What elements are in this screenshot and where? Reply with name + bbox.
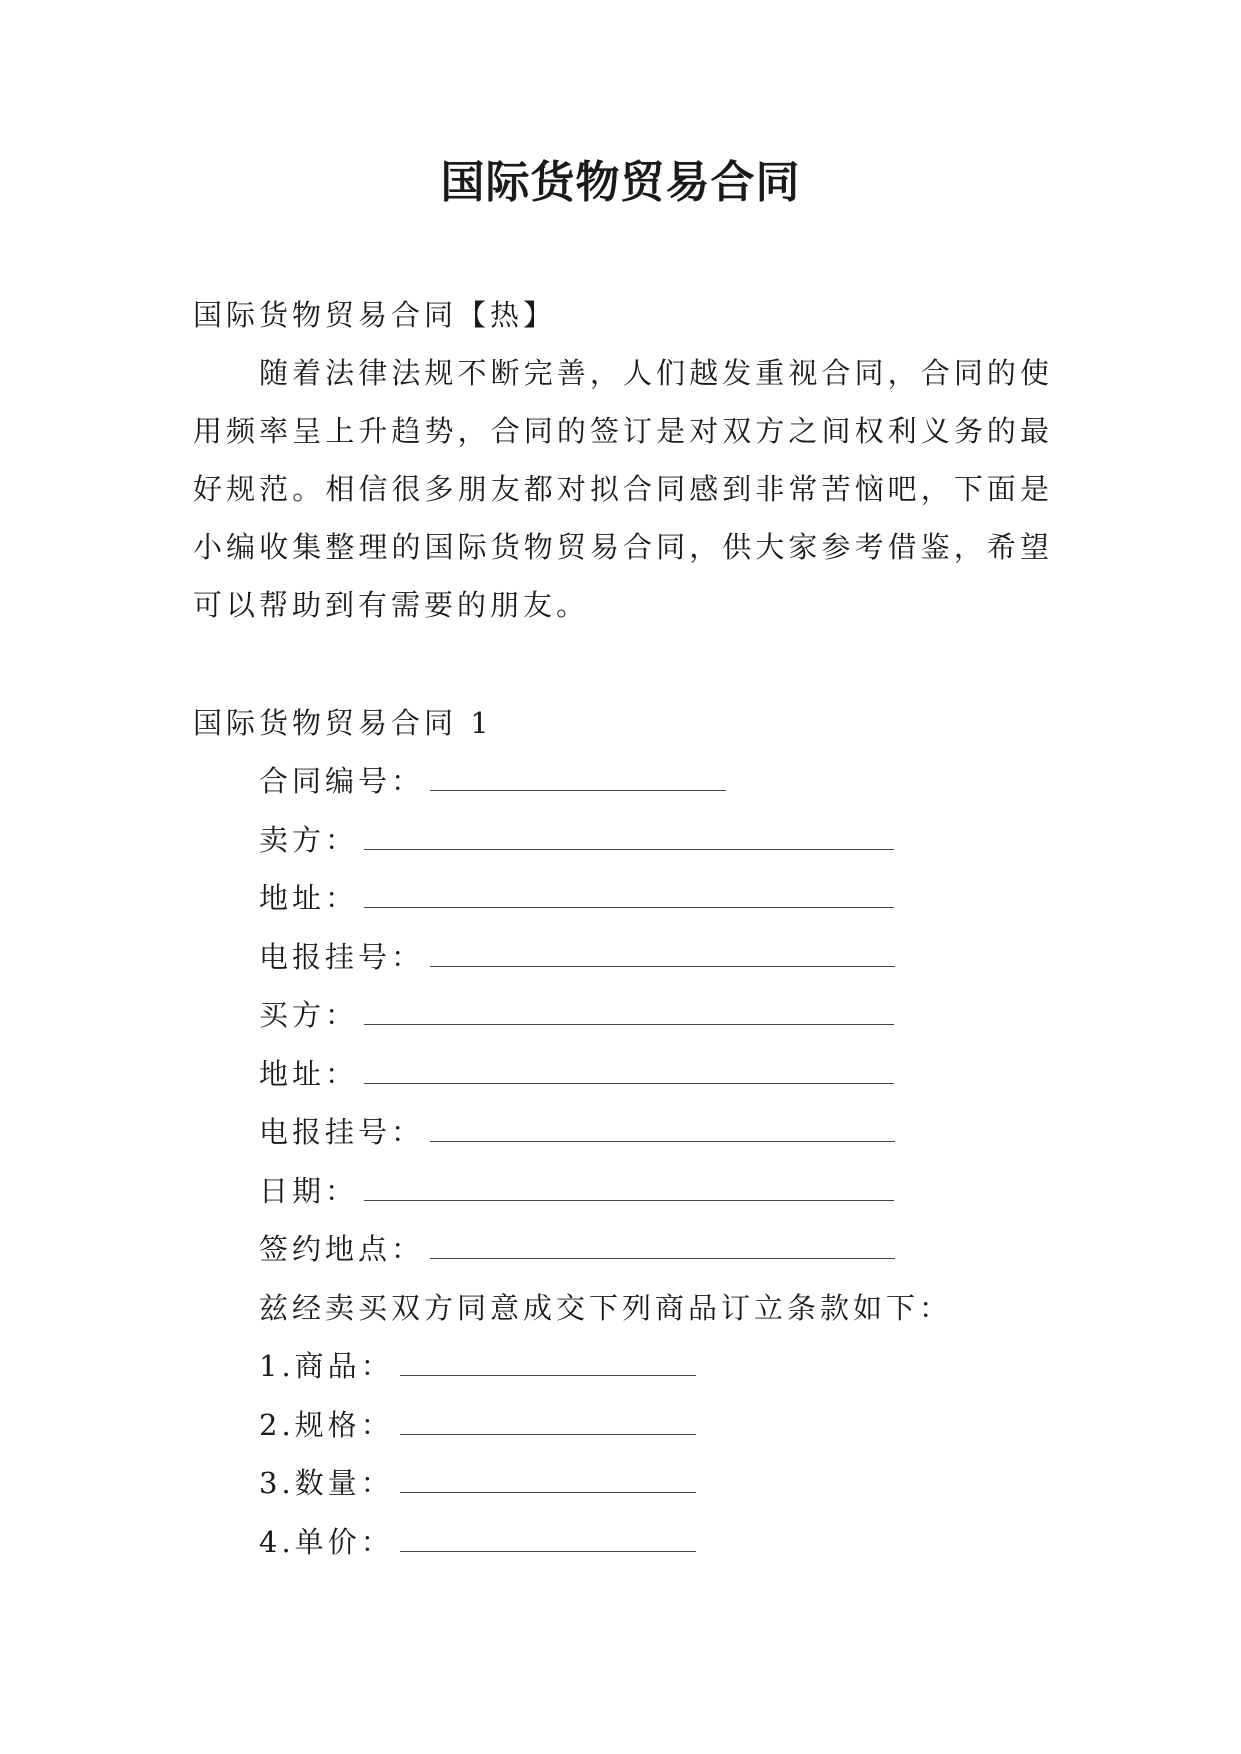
- item-label: 1.商品：: [259, 1349, 394, 1383]
- blank-line: [400, 1361, 696, 1376]
- field-buyer-address: [193, 1045, 1053, 1104]
- blank-line: [430, 776, 726, 791]
- document-body: [193, 286, 1053, 1571]
- field-label: 签约地点：: [259, 1232, 425, 1266]
- field-label: 卖方：: [259, 822, 359, 857]
- field-contract-number: [193, 752, 1053, 811]
- item-specification: [193, 1396, 1053, 1455]
- blank-line: [430, 952, 895, 967]
- item-quantity: [193, 1454, 1053, 1513]
- party-field-list: [193, 752, 1053, 1279]
- agreement-statement: 兹经卖买双方同意成交下列商品订立条款如下：: [259, 1290, 953, 1325]
- field-buyer-cable: [193, 1103, 1053, 1162]
- intro-heading: 国际货物贸易合同【热】: [193, 298, 557, 332]
- intro-paragraph: 随着法律法规不断完善，人们越发重视合同，合同的使用频率呈上升趋势，合同的签订是对双方之间权利义务的最好规范。相信很多朋友都对拟合同感到非常苦恼吧，下面是小编收集整理的国际货物贸易合同，供大家参考借鉴，希望可以帮助到有需要的朋友。: [193, 356, 1053, 622]
- blank-line: [364, 1186, 894, 1201]
- blank-line: [400, 1537, 696, 1552]
- item-goods: [193, 1337, 1053, 1396]
- blank-line: [364, 1010, 894, 1025]
- field-date: [193, 1162, 1053, 1221]
- blank-line: [364, 893, 894, 908]
- field-label: 合同编号：: [259, 764, 425, 798]
- document-title: 国际货物贸易合同: [440, 157, 801, 208]
- field-signing-place: [193, 1220, 1053, 1279]
- field-label: 地址：: [259, 1056, 359, 1091]
- field-label: 日期：: [259, 1173, 359, 1208]
- goods-item-list: [193, 1337, 1053, 1571]
- contract-heading: 国际货物贸易合同 1: [193, 706, 493, 740]
- blank-line: [364, 835, 894, 850]
- blank-line: [400, 1420, 696, 1435]
- field-buyer: [193, 986, 1053, 1045]
- field-label: 电报挂号：: [259, 939, 425, 974]
- field-label: 地址：: [259, 881, 359, 915]
- item-label: 3.数量：: [259, 1466, 394, 1500]
- field-seller-cable: [193, 928, 1053, 987]
- field-label: 电报挂号：: [259, 1115, 425, 1149]
- blank-line: [430, 1244, 895, 1259]
- field-label: 买方：: [259, 998, 359, 1032]
- blank-line: [400, 1478, 696, 1493]
- item-label: 2.规格：: [259, 1407, 394, 1442]
- item-label: 4.单价：: [259, 1524, 394, 1559]
- blank-line: [364, 1069, 894, 1084]
- blank-line: [430, 1127, 895, 1142]
- field-seller: [193, 811, 1053, 870]
- item-unit-price: [193, 1513, 1053, 1572]
- section-spacer: [193, 634, 1053, 694]
- field-seller-address: [193, 869, 1053, 928]
